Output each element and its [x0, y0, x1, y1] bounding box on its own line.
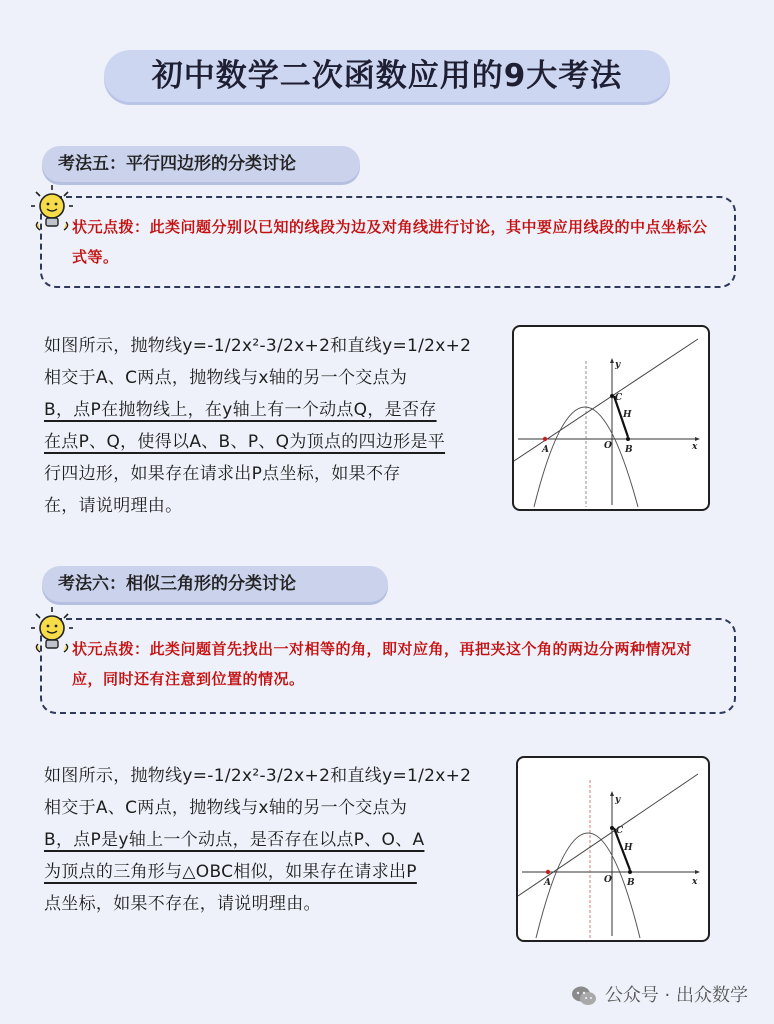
problem-line: B，点P在抛物线上，在y轴上有一个动点Q，是否存 — [44, 400, 437, 420]
section-heading-5: 考法五：平行四边形的分类讨论 — [42, 146, 360, 182]
problem-line: 在，请说明理由。 — [44, 496, 183, 516]
tip-text-5: 状元点拨：此类问题分别以已知的线段为边及对角线进行讨论，其中要应用线段的中点坐标公式等。 — [72, 218, 708, 266]
page-title: 初中数学二次函数应用的9大考法 — [151, 58, 623, 94]
watermark-text: 公众号 · 出众数学 — [604, 985, 748, 1006]
label-a: A — [544, 878, 551, 888]
label-b: B — [627, 878, 635, 888]
graph-figure-6 — [516, 756, 710, 942]
problem-text-6 — [44, 760, 492, 920]
tip-box-5 — [40, 196, 736, 288]
problem-line: 为顶点的三角形与△OBC相似，如果存在请求出P — [44, 862, 417, 882]
label-a: A — [542, 445, 549, 455]
point-c — [610, 826, 614, 830]
section-heading-6: 考法六：相似三角形的分类讨论 — [42, 566, 388, 602]
problem-line: 如图所示，抛物线y=-1/2x²-3/2x+2和直线y=1/2x+2 — [44, 766, 472, 786]
point-b — [628, 870, 632, 874]
label-y: y — [615, 360, 621, 370]
label-o: O — [604, 875, 612, 885]
graph-figure-5 — [512, 325, 710, 511]
tip-box-6 — [40, 618, 736, 714]
problem-line: 相交于A、C两点，抛物线与x轴的另一个交点为 — [44, 798, 408, 818]
point-b — [626, 437, 630, 441]
label-c: C — [615, 393, 623, 403]
problem-line: 在点P、Q，使得以A、B、P、Q为顶点的四边形是平 — [44, 432, 446, 452]
point-a — [543, 437, 547, 441]
problem-line: 相交于A、C两点，抛物线与x轴的另一个交点为 — [44, 368, 408, 388]
problem-line: B，点P是y轴上一个动点，是否存在以点P、O、A — [44, 830, 425, 850]
lightbulb-icon — [30, 606, 74, 658]
point-a — [546, 870, 550, 874]
x-axis-arrow — [695, 437, 700, 441]
label-y: y — [615, 795, 621, 805]
problem-line: 点坐标，如果不存在，请说明理由。 — [44, 894, 321, 914]
tip-text-6: 状元点拨：此类问题首先找出一对相等的角，即对应角，再把夹这个角的两边分两种情况对应，同时还有注意到位置的情况。 — [72, 640, 693, 688]
y-axis-arrow — [610, 791, 614, 796]
point-c — [610, 394, 614, 398]
y-axis-arrow — [610, 358, 614, 363]
label-c: C — [616, 826, 624, 836]
label-o: O — [604, 441, 612, 451]
watermark — [571, 982, 748, 1010]
label-h: H — [624, 843, 633, 853]
wechat-icon — [571, 985, 597, 1007]
x-axis-arrow — [695, 870, 700, 874]
label-h: H — [623, 410, 632, 420]
label-b: B — [625, 445, 633, 455]
label-x: x — [692, 877, 698, 887]
problem-line: 行四边形，如果存在请求出P点坐标，如果不存 — [44, 464, 401, 484]
label-x: x — [692, 442, 698, 452]
problem-line: 如图所示，抛物线y=-1/2x²-3/2x+2和直线y=1/2x+2 — [44, 336, 472, 356]
lightbulb-icon — [30, 184, 74, 236]
problem-text-5 — [44, 330, 492, 522]
